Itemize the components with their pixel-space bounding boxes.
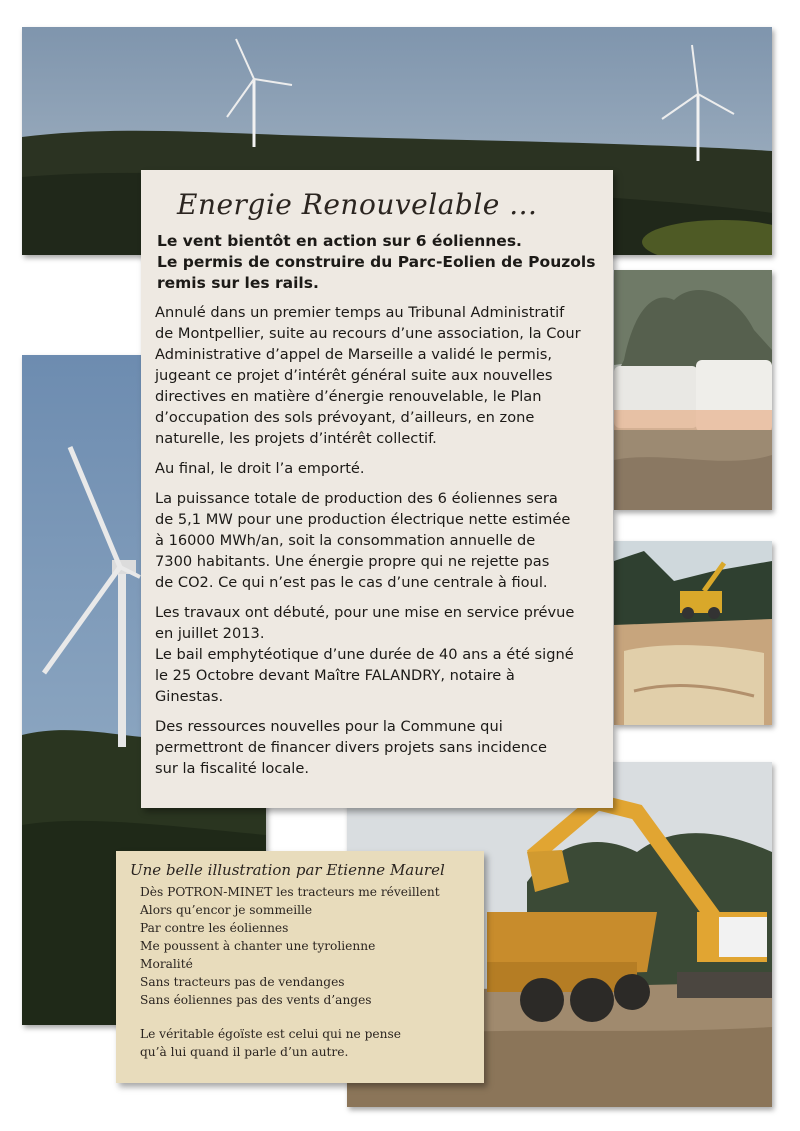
subtitle-line: Le vent bientôt en action sur 6 éoliennes. — [157, 232, 522, 250]
poem-line: Sans éoliennes pas des vents d’anges — [140, 993, 372, 1007]
article-title: Energie Renouvelable ... — [177, 188, 538, 221]
text-line: 7300 habitants. Une énergie propre qui ne rejette pas — [155, 553, 550, 570]
poem-box — [116, 851, 484, 1083]
text-line: permettront de financer divers projets sans incidence — [155, 739, 547, 756]
paragraph-works — [155, 602, 597, 707]
text-line: Annulé dans un premier temps au Tribunal Administratif — [155, 304, 565, 321]
text-line: Au final, le droit l’a emporté. — [155, 460, 365, 477]
text-line: Administrative d’appel de Marseille a validé le permis, — [155, 346, 553, 363]
text-line: Les travaux ont débuté, pour une mise en service prévue — [155, 604, 575, 621]
text-line: Le bail emphytéotique d’une durée de 40 ans a été signé — [155, 646, 574, 663]
poem-line: Par contre les éoliennes — [140, 921, 289, 935]
article-box — [141, 170, 613, 808]
text-line: naturelle, les projets d’intérêt collectif. — [155, 430, 437, 447]
text-line: sur la fiscalité locale. — [155, 760, 309, 777]
poem-title: Une belle illustration par Etienne Maurel — [130, 861, 445, 879]
paragraph-conclusion — [155, 458, 597, 479]
poem-line: Moralité — [140, 957, 193, 971]
text-line: de Montpellier, suite au recours d’une association, la Cour — [155, 325, 581, 342]
poem-moral — [130, 1025, 472, 1061]
text-line: à 16000 MWh/an, soit la consommation annuelle de — [155, 532, 536, 549]
subtitle-line: Le permis de construire du Parc-Eolien de Pouzols — [157, 253, 596, 271]
text-line: La puissance totale de production des 6 éoliennes sera — [155, 490, 558, 507]
text-line: Des ressources nouvelles pour la Commune qui — [155, 718, 503, 735]
text-line: Ginestas. — [155, 688, 224, 705]
poem-line: Sans tracteurs pas de vendanges — [140, 975, 345, 989]
paragraph-court-ruling — [155, 302, 597, 449]
poem-line: Me poussent à chanter une tyrolienne — [140, 939, 376, 953]
text-line: de 5,1 MW pour une production électrique nette estimée — [155, 511, 571, 528]
text-line: d’occupation des sols prévoyant, d’ailleurs, en zone — [155, 409, 535, 426]
text-line: directives en matière d’énergie renouvelable, le Plan — [155, 388, 542, 405]
paragraph-resources — [155, 716, 597, 779]
poem-line: Dès POTRON-MINET les tracteurs me réveillent — [140, 885, 440, 899]
text-line: le 25 Octobre devant Maître FALANDRY, notaire à — [155, 667, 515, 684]
poem-verses — [130, 883, 472, 1009]
article-subtitle — [157, 231, 597, 294]
text-line: jugeant ce projet d’intérêt général suite aux nouvelles — [155, 367, 553, 384]
moral-line: Le véritable égoïste est celui qui ne pense — [140, 1027, 401, 1041]
poem-line: Alors qu’encor je sommeille — [140, 903, 313, 917]
moral-line: qu’à lui quand il parle d’un autre. — [140, 1045, 349, 1059]
excavation-site-photo — [614, 541, 772, 725]
text-line: en juillet 2013. — [155, 625, 265, 642]
subtitle-line: remis sur les rails. — [157, 274, 319, 292]
paragraph-production — [155, 488, 597, 593]
text-line: de CO2. Ce qui n’est pas le cas d’une centrale à fioul. — [155, 574, 548, 591]
turbine-foundations-photo — [614, 270, 772, 510]
